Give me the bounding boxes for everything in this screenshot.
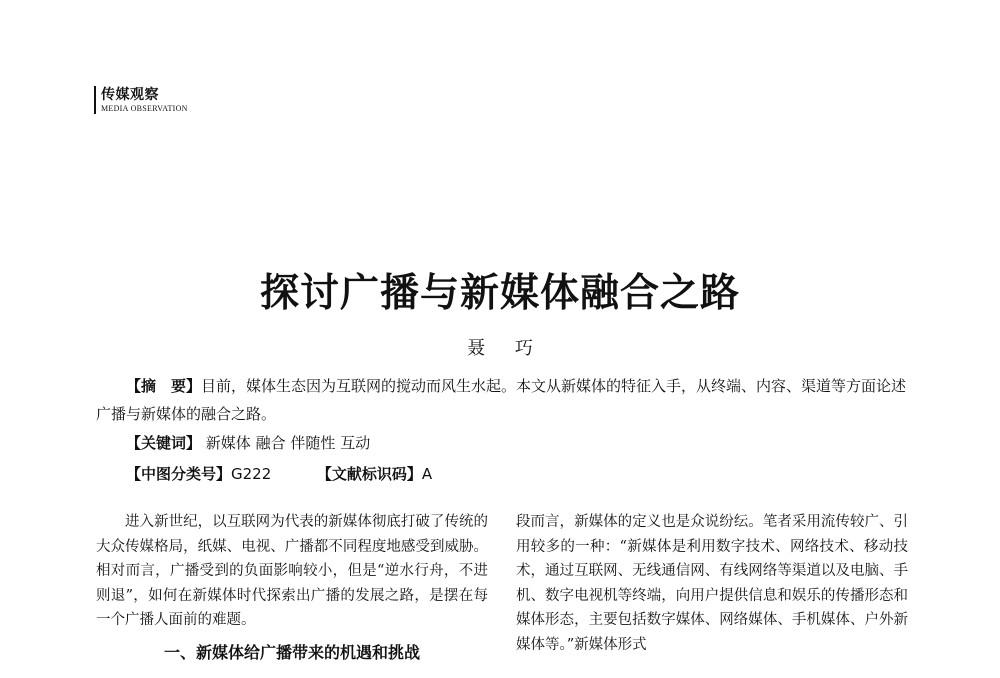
classification [126,463,432,485]
body-paragraph: 段而言，新媒体的定义也是众说纷纭。笔者采用流传较广、引用较多的一种：“新媒体是利用数字技术、网络技术、移动技术，通过互联网、无线通信网、有线网络等渠道以及电脑、手机、数字电视机等终端，向用户提供信息和娱乐的传播形态和媒体形态，主要包括数字媒体、网络媒体、手机媒体、户外新媒体等。”新媒体形式 [516,514,908,653]
keywords-label: 【关键词】 [126,434,202,452]
journal-section-name: 传媒观察 [101,87,159,103]
doc-code-label: 【文献标识码】 [316,465,422,483]
abstract-text: 目前，媒体生态因为互联网的搅动而风生水起。本文从新媒体的特征入手，从终端、内容、渠道等方面论述广播与新媒体的融合之路。 [96,377,907,423]
keyword: 新媒体 [205,434,251,452]
section-heading: 一、新媒体给广播带来的机遇和挑战 [163,642,420,662]
keyword: 伴随性 [290,434,336,452]
abstract [96,372,908,428]
article-title: 探讨广播与新媒体融合之路 [259,271,740,316]
keywords [126,432,370,454]
clc-value: G222 [231,465,272,483]
journal-header [94,86,188,114]
keyword: 融合 [255,434,286,452]
body-paragraph: 进入新世纪，以互联网为代表的新媒体彻底打破了传统的大众传媒格局，纸媒、电视、广播都不同程度地感受到威胁。相对而言，广播受到的负面影响较小，但是“逆水行舟，不进则退”，如何在新媒体时代探索出广播的发展之路，是摆在每一个广播人面前的难题。 [96,514,488,629]
doc-code-value: A [421,465,433,483]
article-author: 聂 巧 [467,338,545,359]
body-column-right [516,510,908,658]
journal-section-subtitle: MEDIA OBSERVATION [101,104,188,113]
keyword: 互动 [340,434,371,452]
clc-label: 【中图分类号】 [126,465,232,483]
abstract-label: 【摘 要】 [126,377,202,395]
body-column-left [96,510,488,666]
